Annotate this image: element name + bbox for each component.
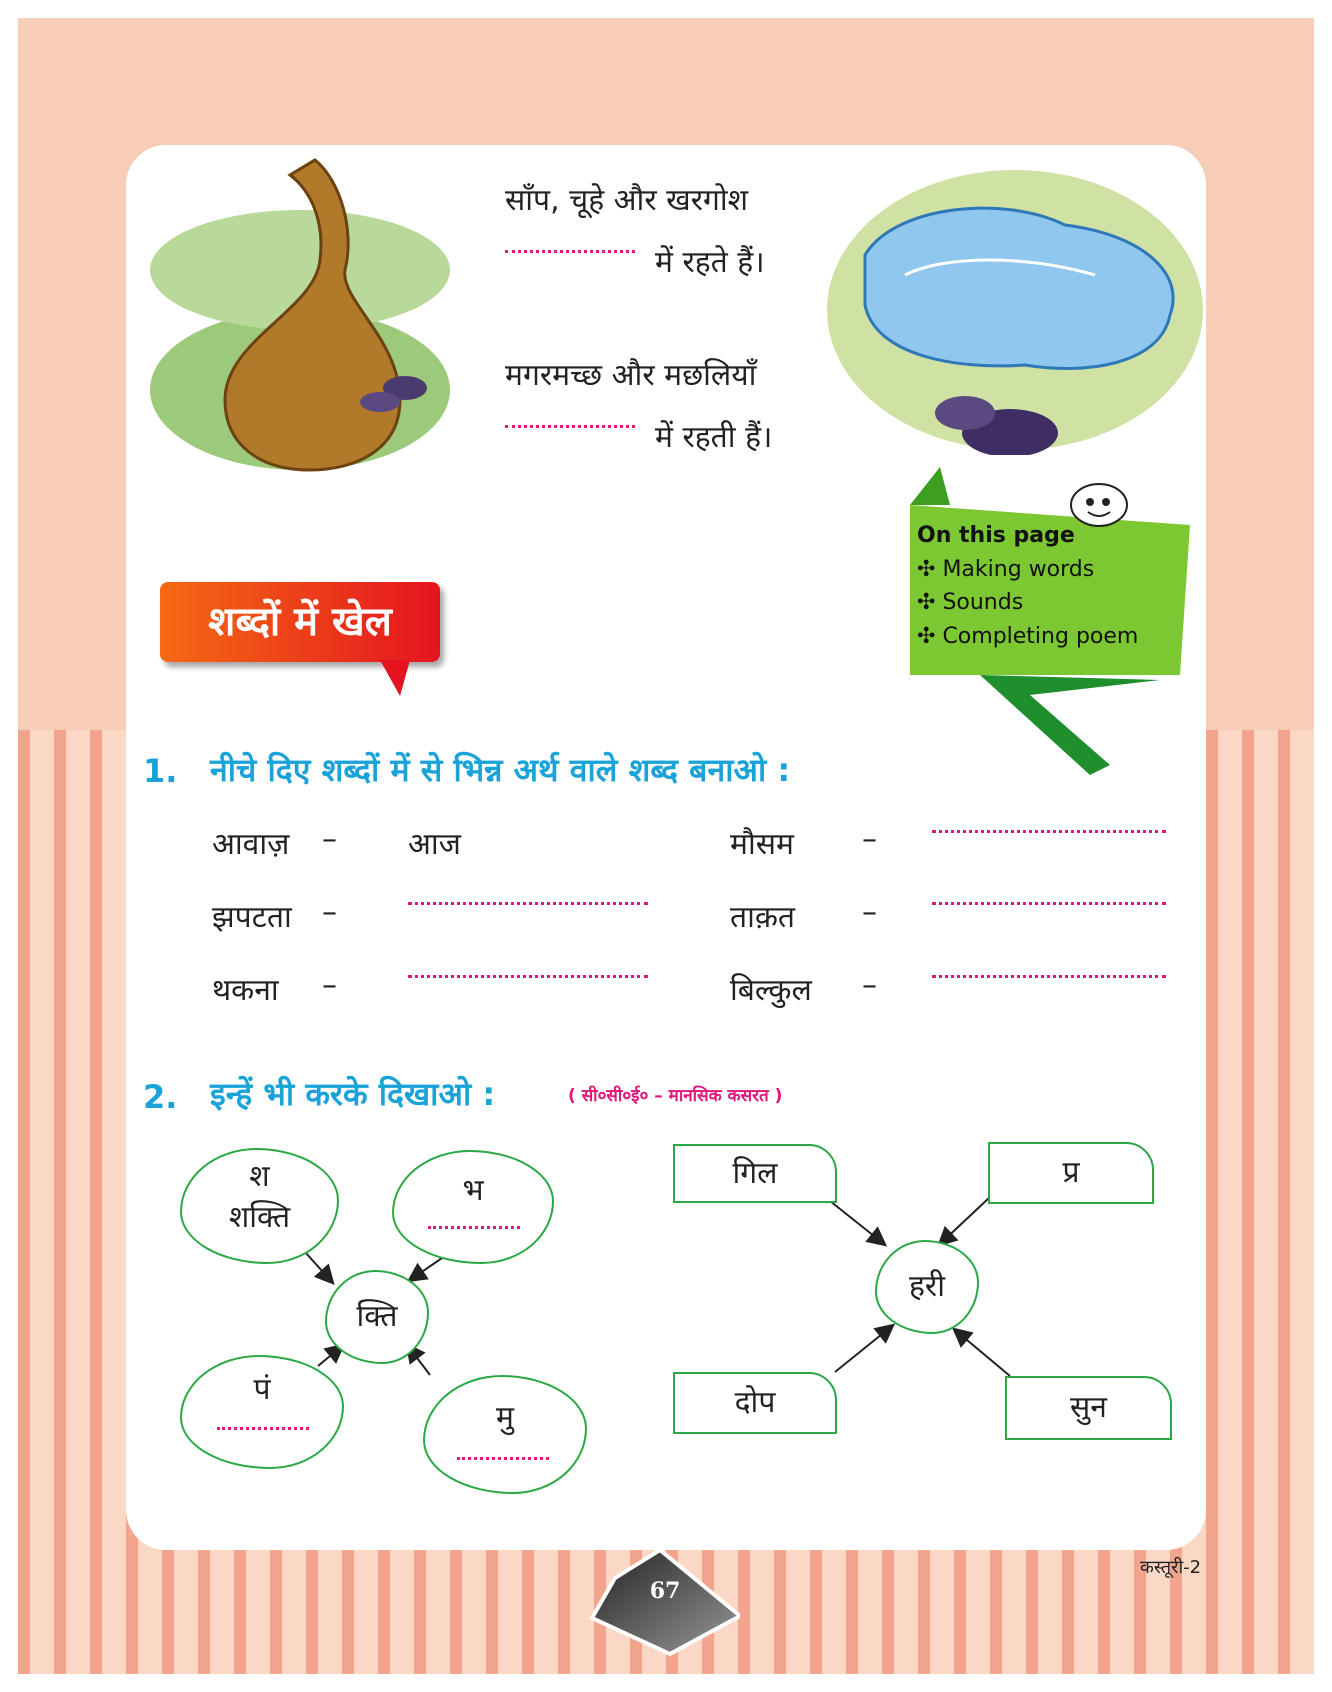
box-text: दोप <box>734 1385 776 1420</box>
cloud-sha <box>180 1148 339 1264</box>
q1-text: नीचे दिए शब्दों में से भिन्न अर्थ वाले शब्द बनाओ : <box>210 751 791 789</box>
box-text: गिल <box>732 1156 778 1191</box>
q1-dash: – <box>862 822 877 857</box>
cloud-center-text: क्ति <box>356 1299 398 1334</box>
cloud-letter: भ <box>462 1173 484 1208</box>
info-heading: On this page <box>917 523 1075 548</box>
bullet-icon: ✣ <box>917 590 943 615</box>
box-center-text: हरी <box>909 1269 945 1304</box>
q1-answer-blank-2[interactable] <box>408 902 648 905</box>
q1-word-1: आवाज़ <box>212 827 290 862</box>
sentence-1-end: में रहते हैं। <box>655 245 765 280</box>
info-item-text: Completing poem <box>942 624 1139 649</box>
q2-text: इन्हें भी करके दिखाओ : <box>210 1075 496 1113</box>
info-item-text: Making words <box>942 557 1095 582</box>
q1-answer-blank-6[interactable] <box>932 975 1166 978</box>
q1-dash: – <box>862 968 877 1003</box>
cloud-letter: मु <box>496 1400 514 1435</box>
cloud-answer-blank[interactable] <box>457 1457 549 1460</box>
cloud-mu <box>423 1375 587 1494</box>
gourd-illustration <box>140 150 460 480</box>
q1-word-6: बिल्कुल <box>730 973 812 1008</box>
cloud-center <box>325 1270 429 1364</box>
q1-answer-blank-4[interactable] <box>932 830 1166 833</box>
cloud-answer-blank[interactable] <box>428 1226 520 1229</box>
banner-title: शब्दों में खेल <box>208 599 392 645</box>
cloud-letter: श <box>249 1159 270 1194</box>
q1-word-4: मौसम <box>730 827 794 862</box>
info-item-2 <box>917 590 1023 615</box>
box-pra <box>988 1142 1154 1204</box>
smiley-face-icon <box>1068 480 1130 530</box>
banner-tail <box>380 660 420 700</box>
bullet-icon: ✣ <box>917 557 943 582</box>
cloud-pan <box>180 1355 344 1469</box>
q2-number: 2. <box>143 1078 178 1116</box>
sentence-1: साँप, चूहे और खरगोश <box>505 183 749 218</box>
page-number: 67 <box>649 1578 681 1604</box>
hari-center <box>875 1240 979 1334</box>
q1-dash: – <box>322 822 337 857</box>
answer-blank-2[interactable] <box>505 425 635 428</box>
q1-dash: – <box>862 895 877 930</box>
q1-answer-1: आज <box>408 827 461 862</box>
pond-illustration <box>825 165 1205 455</box>
q1-word-5: ताक़त <box>730 900 796 935</box>
q1-answer-blank-5[interactable] <box>932 902 1166 905</box>
info-item-3 <box>917 624 1138 649</box>
cloud-letter: पं <box>253 1372 271 1407</box>
answer-blank-1[interactable] <box>505 250 635 253</box>
q1-answer-blank-3[interactable] <box>408 975 648 978</box>
q2-note: ( सी०सी०ई० – मानसिक कसरत ) <box>568 1086 783 1106</box>
q1-number: 1. <box>143 752 178 790</box>
q1-dash: – <box>322 968 337 1003</box>
bullet-icon: ✣ <box>917 624 943 649</box>
section-banner <box>160 582 440 662</box>
q1-word-3: थकना <box>212 973 279 1008</box>
q1-dash: – <box>322 895 337 930</box>
sentence-2-end: में रहती हैं। <box>655 420 773 455</box>
sentence-2: मगरमच्छ और मछलियाँ <box>505 358 757 393</box>
cloud-bha <box>392 1150 554 1264</box>
box-sun <box>1005 1376 1172 1440</box>
info-item-text: Sounds <box>942 590 1024 615</box>
box-dop <box>673 1372 837 1434</box>
box-gil <box>673 1144 837 1203</box>
info-item-1 <box>917 557 1094 582</box>
box-text: प्र <box>1062 1155 1080 1190</box>
q1-word-2: झपटता <box>212 900 292 935</box>
cloud-example-word: शक्ति <box>228 1200 291 1235</box>
cloud-answer-blank[interactable] <box>217 1427 309 1430</box>
book-name: कस्तूरी-2 <box>1140 1557 1202 1578</box>
box-text: सुन <box>1070 1390 1107 1425</box>
